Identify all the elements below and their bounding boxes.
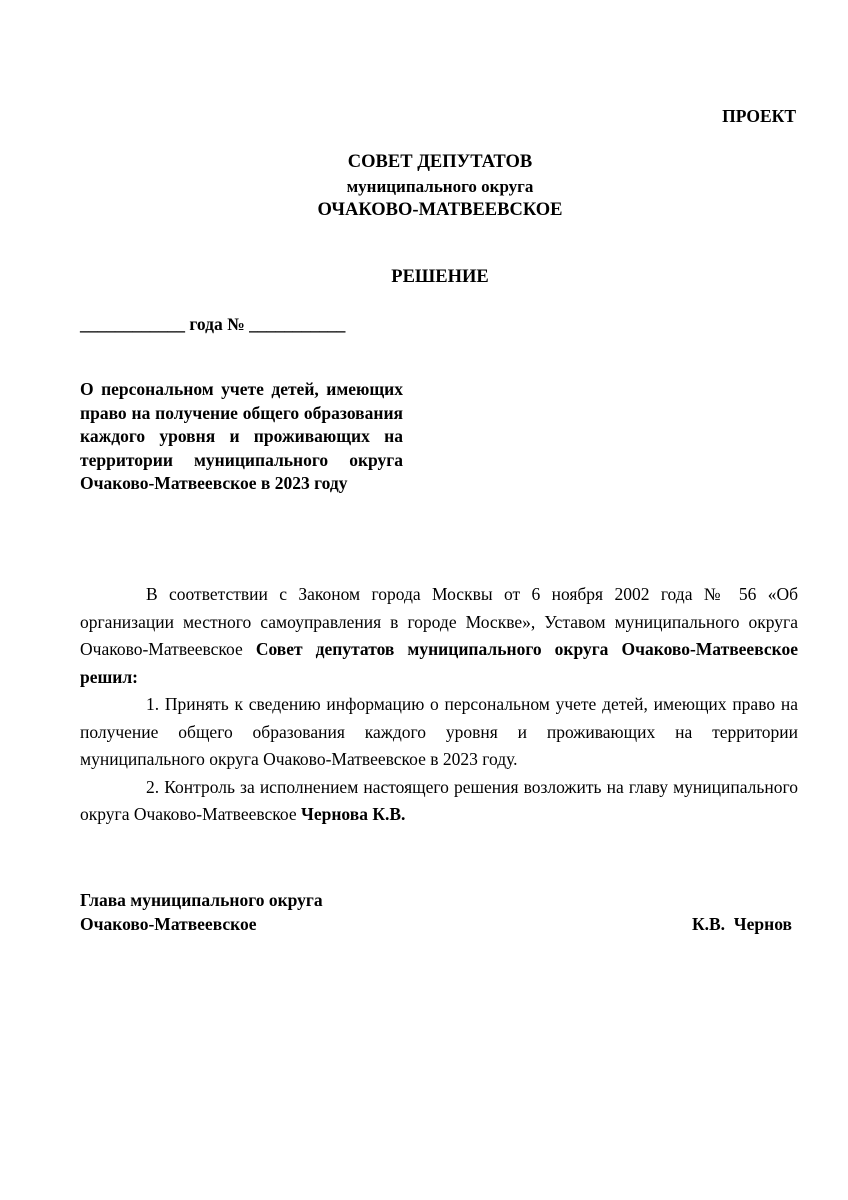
document-title-text: О персональном учете детей, имеющих право на получение общего образования каждого уровня и проживающих на территории муниципального округа Очаково-Матвеевское в 2023 году xyxy=(80,379,403,493)
preamble-text: В соответствии с Законом города Москвы от 6 ноября 2002 года № 56 «Об организации местного самоуправления в городе Москве», Уставом муниципального округа Очаково-Матвеевское xyxy=(80,584,798,659)
signature-position-line-2: Очаково-Матвеевское xyxy=(80,914,257,934)
document-body xyxy=(80,581,798,829)
item-2-bold-text: Чернова К.В. xyxy=(301,804,406,824)
document-type: РЕШЕНИЕ xyxy=(391,267,489,287)
project-label: ПРОЕКТ xyxy=(722,106,796,126)
item-2-paragraph xyxy=(80,774,798,829)
item-2-text: 2. Контроль за исполнением настоящего решения возложить на главу муниципального округа Очаково-Матвеевское xyxy=(80,776,798,824)
item-1-paragraph: 1. Принять к сведению информацию о персональном учете детей, имеющих право на получение общего образования каждого уровня и проживающих на территории муниципального округа Очаково-Матвеевское в 2023 году. xyxy=(80,694,798,769)
council-name: СОВЕТ ДЕПУТАТОВ xyxy=(347,152,533,172)
document-title xyxy=(80,378,403,496)
signature-position-line-1: Глава муниципального округа xyxy=(80,890,323,910)
preamble-bold-text: Совет депутатов муниципального округа Очаково-Матвеевское решил: xyxy=(80,639,798,687)
district-name: ОЧАКОВО-МАТВЕЕВСКОЕ xyxy=(317,200,563,220)
signature-name: К.В. Чернов xyxy=(691,914,792,934)
okrug-label: муниципального округа xyxy=(346,177,534,196)
date-number-line: ____________ года № ___________ xyxy=(80,314,346,334)
signature-position xyxy=(80,888,323,936)
preamble-paragraph xyxy=(80,581,798,691)
